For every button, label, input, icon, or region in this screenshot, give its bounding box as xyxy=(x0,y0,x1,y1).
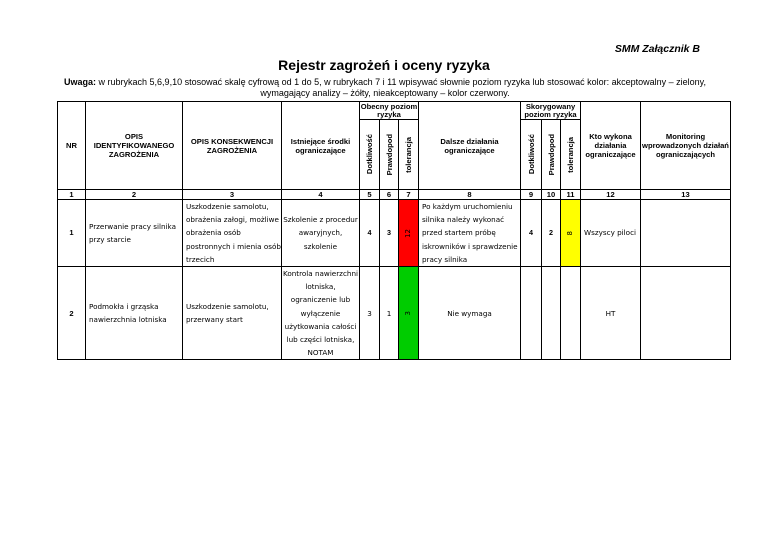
row-nr: 1 xyxy=(58,200,86,267)
column-number-row xyxy=(58,190,731,200)
header-monitoring: Monitoring wprowadzonych działań ograniczających xyxy=(641,102,731,190)
column-number: 6 xyxy=(380,190,399,200)
column-number: 4 xyxy=(282,190,360,200)
row-tolerance-2-cell xyxy=(561,267,581,360)
row-severity: 3 xyxy=(360,267,380,360)
header-severity-2: Dotkliwość xyxy=(526,134,536,175)
header-probability: Prawdopod xyxy=(384,133,394,176)
header-nr: NR xyxy=(58,102,86,190)
header-tolerance: tolerancja xyxy=(404,136,413,173)
column-number: 8 xyxy=(419,190,521,200)
column-number: 12 xyxy=(581,190,641,200)
risk-register-table xyxy=(57,101,731,360)
header-row-1 xyxy=(58,102,731,120)
column-number: 7 xyxy=(399,190,419,200)
row-tolerance-cell xyxy=(399,200,419,267)
attachment-label: SMM Załącznik B xyxy=(614,43,700,55)
column-number: 5 xyxy=(360,190,380,200)
table-row xyxy=(58,200,731,267)
row-further-actions: Po każdym uruchomieniu silnika należy wykonać przed startem próbę iskrowników i sprawdzenie pracy silnika xyxy=(419,200,521,267)
row-tolerance-2-cell xyxy=(561,200,581,267)
table-row xyxy=(58,267,731,360)
note xyxy=(40,77,730,99)
row-who: HT xyxy=(581,267,641,360)
row-tolerance: 3 xyxy=(403,310,412,316)
row-nr: 2 xyxy=(58,267,86,360)
column-number: 10 xyxy=(542,190,561,200)
document-title: Rejestr zagrożeń i oceny ryzyka xyxy=(278,57,490,73)
row-further-actions: Nie wymaga xyxy=(419,267,521,360)
row-hazard: Podmokła i grząska nawierzchnia lotniska xyxy=(86,267,183,360)
row-probability-2: 2 xyxy=(542,200,561,267)
header-current-risk: Obecny poziom ryzyka xyxy=(360,101,418,119)
header-hazard: OPIS IDENTYFIKOWANEGO ZAGROŻENIA xyxy=(86,102,183,190)
header-residual-risk: Skorygowany poziom ryzyka xyxy=(521,102,581,120)
row-hazard: Przerwanie pracy silnika przy starcie xyxy=(86,200,183,267)
header-probability-2: Prawdopod xyxy=(546,133,556,176)
header-severity: Dotkliwość xyxy=(365,134,374,175)
row-monitoring xyxy=(641,267,731,360)
column-number: 11 xyxy=(561,190,581,200)
column-number: 1 xyxy=(58,190,86,200)
column-number: 9 xyxy=(521,190,542,200)
row-probability: 3 xyxy=(380,200,399,267)
row-severity: 4 xyxy=(360,200,380,267)
row-monitoring xyxy=(641,200,731,267)
row-who: Wszyscy piloci xyxy=(581,200,641,267)
column-number: 13 xyxy=(641,190,731,200)
header-further-actions: Dalsze działania ograniczające xyxy=(419,102,521,190)
row-tolerance-cell xyxy=(399,267,419,360)
column-number: 3 xyxy=(183,190,282,200)
row-probability-2 xyxy=(542,267,561,360)
row-tolerance-2: 8 xyxy=(565,230,574,236)
header-who: Kto wykona działania ograniczające xyxy=(581,102,641,190)
row-severity-2 xyxy=(521,267,542,360)
row-severity-2: 4 xyxy=(521,200,542,267)
note-label: Uwaga: xyxy=(64,77,97,87)
row-existing-measures: Kontrola nawierzchni lotniska, ograniczenie lub wyłączenie użytkowania całości lub części lotniska, NOTAM xyxy=(282,267,360,360)
note-text: w rubrykach 5,6,9,10 stosować skalę cyfrową od 1 do 5, w rubrykach 7 i 11 wpisywać słownie poziom ryzyka lub stosować kolor: akceptowalny – zielony, wymagający analizy – żółty, nieakceptowany – kolor czerwony. xyxy=(96,77,706,98)
column-number: 2 xyxy=(86,190,183,200)
row-tolerance: 12 xyxy=(403,228,412,238)
row-consequence: Uszkodzenie samolotu, przerwany start xyxy=(183,267,282,360)
row-existing-measures: Szkolenie z procedur awaryjnych, szkolenie xyxy=(282,200,360,267)
row-probability: 1 xyxy=(380,267,399,360)
header-existing-measures: Istniejące środki ograniczające xyxy=(282,102,360,190)
header-tolerance-2: tolerancja xyxy=(566,136,575,173)
header-consequence: OPIS KONSEKWENCJI ZAGROŻENIA xyxy=(183,102,282,190)
row-consequence: Uszkodzenie samolotu, obrażenia załogi, możliwe obrażenia osób postronnych i mienia osób trzecich xyxy=(183,200,282,267)
